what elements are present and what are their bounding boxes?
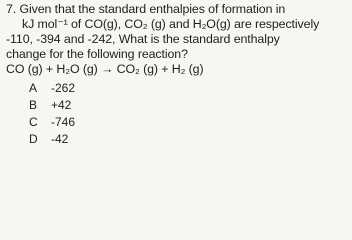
option-letter: A — [29, 81, 38, 95]
option-value: +42 — [51, 98, 72, 112]
reaction-equation: CO (g) + H₂O (g) → CO₂ (g) + H₂ (g) — [6, 62, 204, 76]
option-a[interactable] — [29, 81, 75, 95]
option-value: -262 — [51, 81, 76, 95]
question-line-1: 7. Given that the standard enthalpies of formation in — [6, 2, 286, 16]
option-value: -42 — [51, 132, 69, 146]
option-d[interactable] — [29, 132, 68, 146]
question-line-2: kJ mol⁻¹ of CO(g), CO₂ (g) and H₂O(g) are respectively — [22, 17, 320, 31]
option-value: -746 — [51, 115, 76, 129]
option-letter: C — [29, 115, 38, 129]
question-line-4: change for the following reaction? — [6, 47, 188, 61]
question-line-3: -110, -394 and -242, What is the standard enthalpy — [6, 32, 280, 46]
option-b[interactable] — [29, 98, 71, 112]
option-c[interactable] — [29, 115, 75, 129]
option-letter: B — [29, 98, 38, 112]
option-letter: D — [29, 132, 38, 146]
